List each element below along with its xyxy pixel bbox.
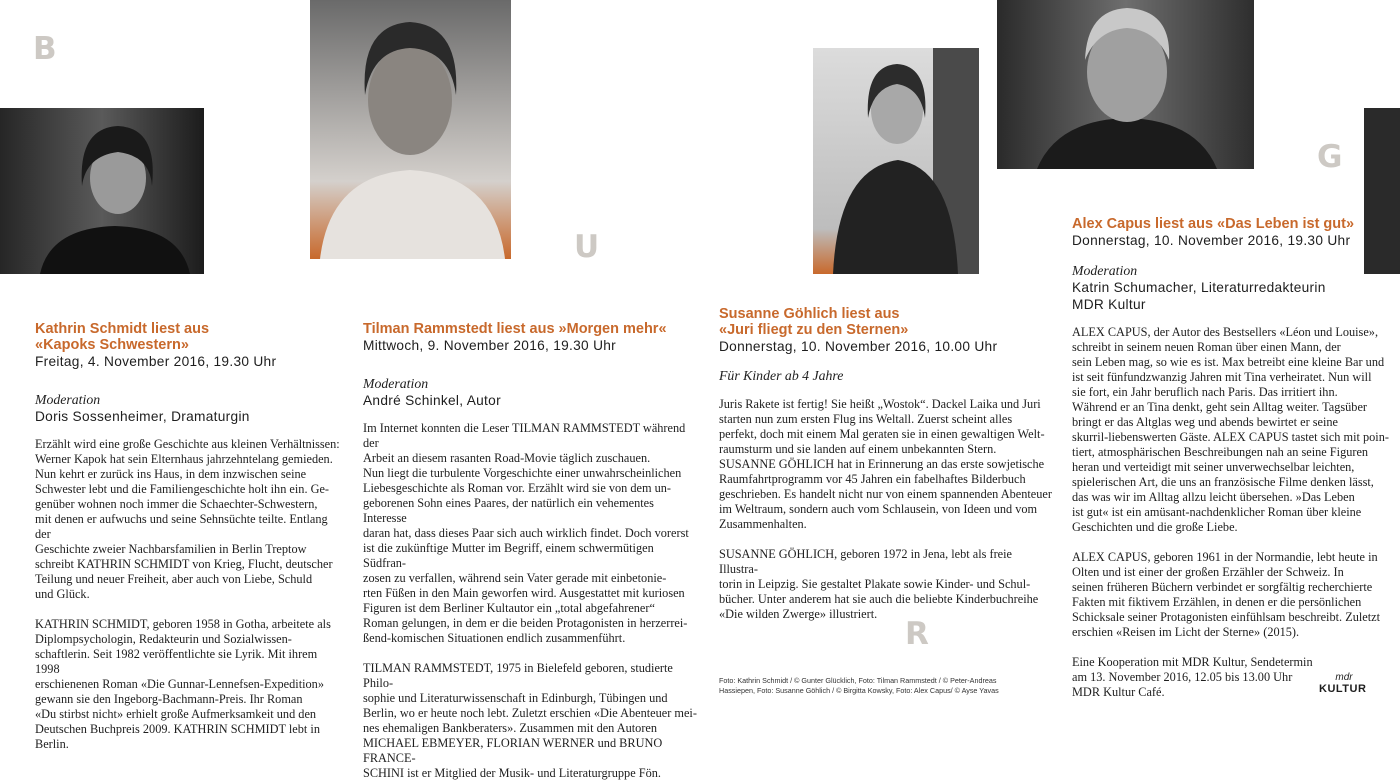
event-date: Donnerstag, 10. November 2016, 19.30 Uhr [1072,233,1351,248]
text-line: Diplompsychologin, Redakteurin und Sozialwissen- [35,632,292,646]
text-line: Roman gelungen, in dem er die beiden Protagonisten in herzerrei- [363,616,688,630]
text-line: spielerischen Art, die uns an französische Filme denken lässt, [1072,475,1374,489]
text-line: bücher. Unter anderem hat sie auch die beliebte Kinderbuchreihe [719,592,1039,606]
text-line: am 13. November 2016, 12.05 bis 13.00 Uhr [1072,670,1293,684]
credit-line: Foto: Kathrin Schmidt / © Gunter Glücklich, Foto: Tilman Rammstedt / © Peter-Andreas [719,676,997,685]
text-line: SUSANNE GÖHLICH, geboren 1972 in Jena, lebt als freie Illustra- [719,547,1013,576]
text-line: Deutschen Buchpreis 2009. KATHRIN SCHMIDT lebt in Berlin. [35,722,320,751]
photo-kathrin-schmidt [0,108,204,274]
text-line: Im Internet konnten die Leser TILMAN RAMMSTEDT während der [363,421,686,450]
text-line: TILMAN RAMMSTEDT, 1975 in Bielefeld geboren, studierte Philo- [363,661,673,690]
text-line: gewann sie den Ingeborg-Bachmann-Preis. Ihr Roman [35,692,303,706]
text-line: «Die wilden Zwerge» illustriert. [719,607,878,621]
biography [35,617,340,752]
decorative-letter-b: B [33,31,57,67]
text-line: tiert, atmosphärischen Beschreibungen nah an seine Figuren [1072,445,1369,459]
biography [363,661,698,781]
photo-tilman-rammstedt [310,0,511,259]
text-line: rten Füßen in den Main geworfen wird. Ausgestattet mit kuriosen [363,586,685,600]
moderator: Katrin Schumacher, Literaturredakteurin [1072,280,1326,295]
text-line: Eine Kooperation mit MDR Kultur, Sendetermin [1072,655,1313,669]
text-line: ist seit fünfundzwanzig Jahren mit Tina verheiratet. Nun will [1072,370,1372,384]
text-line: Schicksale seiner Protagonisten einfühlsam beschreibt. Zuletzt [1072,610,1381,624]
text-line: genüber wohnen noch immer die Schaechter-Schwestern, [35,497,318,511]
text-line: das was wir im Alltag allzu leicht übersehen. »Das Leben [1072,490,1355,504]
text-line: schreibt in seinem neuen Roman über einen Mann, der [1072,340,1341,354]
event-title: «Juri fliegt zu den Sternen» [719,322,909,338]
text-line: Berlin, wo er heute noch lebt. Zuletzt erschien «Die Abenteuer mei- [363,706,697,720]
text-line: ßend-komischen Situationen endlich zusammenführt. [363,631,626,645]
text-line: Arbeit an diesem rasanten Road-Movie täglich zuschauen. [363,451,651,465]
description [363,421,698,646]
text-line: sein Leben mag, so wie es ist. Max betreibt eine kleine Bar und [1072,355,1385,369]
text-line: sie fort, ein Jahr beruflich nach Paris. Das irritiert ihn. [1072,385,1338,399]
text-line: zosen zu verfallen, während sein Vater gerade mit einbetonie- [363,571,667,585]
text-line: heran und verteidigt mit seiner unverwechselbar leichten, [1072,460,1355,474]
biography [1072,550,1390,640]
text-line: ist gut« ist ein amüsant-nachdenklicher Roman über kleine [1072,505,1362,519]
text-line: perfekt, doch mit einem Mal geraten sie in einen gewaltigen Welt- [719,427,1045,441]
event-alex-capus [1072,216,1390,700]
event-date: Mittwoch, 9. November 2016, 19.30 Uhr [363,338,617,353]
description [1072,325,1390,535]
text-line: Geschichten und die große Liebe. [1072,520,1238,534]
text-line: Schwester lebt und die Familiengeschichte holt ihn ein. Ge- [35,482,330,496]
description [719,397,1054,532]
text-line: SUSANNE GÖHLICH hat in Erinnerung an das erste sowjetische [719,457,1045,471]
text-line: ALEX CAPUS, der Autor des Bestsellers «Léon und Louise», [1072,325,1379,339]
text-line: mit denen er aufwuchs und seine Sehnsüchte teilte. Entlang der [35,512,328,541]
text-line: und Glück. [35,587,90,601]
text-line: Nun liegt die turbulente Vorgeschichte einer unwahrscheinlichen [363,466,682,480]
moderator: Doris Sossenheimer, Dramaturgin [35,409,250,424]
text-line: raumsturm und sie landen auf einem unbekannten Stern. [719,442,997,456]
moderation-label: Moderation [35,392,101,407]
decorative-letter-r: R [905,616,929,652]
text-line: Nun kehrt er zurück ins Haus, in dem inzwischen seine [35,467,307,481]
event-title: Kathrin Schmidt liest aus [35,321,210,337]
text-line: ist die zukünftige Mutter im Begriff, einem schwermütigen Südfran- [363,541,654,570]
event-title: Tilman Rammstedt liest aus »Morgen mehr« [363,321,667,337]
text-line: sophie und Literaturwissenschaft in Edinburgh, Tübingen und [363,691,668,705]
text-line: Teilung und neuer Freiheit, aber auch von Liebe, Schuld [35,572,313,586]
text-line: KATHRIN SCHMIDT, geboren 1958 in Gotha, arbeitete als [35,617,331,631]
text-line: starten nun zum ersten Flug ins Weltall. Zuerst scheint alles [719,412,1013,426]
decorative-letter-u: U [574,229,600,265]
event-date: Donnerstag, 10. November 2016, 10.00 Uhr [719,339,998,354]
description [35,437,340,602]
event-susanne-goehlich [719,306,1054,622]
credit-line: Hassiepen, Foto: Susanne Göhlich / © Birgitta Kowsky, Foto: Alex Capus/ © Ayse Yavas [719,686,999,695]
text-line: Olten und ist einer der großen Erzähler der Schweiz. In [1072,565,1344,579]
text-line: «Du stirbst nicht» erhielt große Aufmerksamkeit und den [35,707,317,721]
event-title: Alex Capus liest aus «Das Leben ist gut» [1072,216,1355,232]
text-line: seinen früheren Büchern verbindet er sorgfältig recherchierte [1072,580,1373,594]
photo-alex-capus [997,0,1254,169]
text-line: Raumfahrtprogramm vor 45 Jahren ein fabelhaftes Bilderbuch [719,472,1026,486]
text-line: Juris Rakete ist fertig! Sie heißt „Wostok“. Dackel Laika und Juri [719,397,1041,411]
text-line: schreibt KATHRIN SCHMIDT von Krieg, Flucht, deutscher [35,557,333,571]
text-line: geschrieben. Es handelt nicht nur von einem spannenden Abenteuer [719,487,1052,501]
mdr-kultur-logo [1319,673,1369,695]
text-line: MICHAEL EBMEYER, FLORIAN WERNER und BRUNO FRANCE- [363,736,663,765]
text-line: skurril-liebenswerten Gäste. ALEX CAPUS tastet sich mit poin- [1072,430,1389,444]
text-line: nes ehemaligen Bankberaters». Zusammen mit den Autoren [363,721,658,735]
text-line: daran hat, dass dieses Paar sich auch wirklich findet. Doch vorerst [363,526,689,540]
text-line: Werner Kapok hat sein Elternhaus jahrzehntelang gemieden. [35,452,333,466]
event-title: Susanne Göhlich liest aus [719,306,900,322]
text-line: erschienenen Roman «Die Gunnar-Lennefsen-Expedition» [35,677,324,691]
text-line: torin in Leipzig. Sie gestaltet Plakate sowie Kinder- und Schul- [719,577,1031,591]
event-date: Freitag, 4. November 2016, 19.30 Uhr [35,354,277,369]
moderator-affiliation: MDR Kultur [1072,297,1146,312]
moderator: André Schinkel, Autor [363,393,501,408]
logo-mdr: mdr [1335,672,1353,683]
text-line: Fakten mit fiktivem Erzählen, in denen er die persönlichen [1072,595,1362,609]
text-line: Zusammenhalten. [719,517,807,531]
text-line: Geschichte zweier Nachbarsfamilien in Berlin Treptow [35,542,307,556]
text-line: MDR Kultur Café. [1072,685,1165,699]
event-tilman-rammstedt [363,321,698,781]
text-line: SCHINI ist er Mitglied der Musik- und Literaturgruppe Fön. [363,766,661,780]
photo-susanne-goehlich [813,48,979,274]
text-line: im Weltraum, sondern auch vom Schlausein, von Ideen und vom [719,502,1038,516]
moderation-label: Moderation [1072,263,1138,278]
text-line: schaftlerin. Seit 1982 veröffentlichte sie Lyrik. Mit ihrem 1998 [35,647,318,676]
text-line: Figuren ist dem Berliner Kultautor ein „total abgefahrener“ [363,601,655,615]
text-line: Erzählt wird eine große Geschichte aus kleinen Verhältnissen: [35,437,340,451]
text-line: geborenen Sohn eines Paares, der natürlich ein vehementes Interesse [363,496,654,525]
text-line: Liebesgeschichte als Roman vor. Erzählt wird sie von dem un- [363,481,672,495]
photo-credits [719,676,1059,696]
logo-kultur: KULTUR [1319,683,1367,695]
moderation-label: Moderation [363,376,429,391]
audience-note: Für Kinder ab 4 Jahre [719,368,844,383]
decorative-letter-g: G [1317,139,1343,175]
text-line: Während er an Tina denkt, geht sein Alltag weiter. Tagsüber [1072,400,1367,414]
text-line: ALEX CAPUS, geboren 1961 in der Normandie, lebt heute in [1072,550,1378,564]
biography [719,547,1054,622]
event-kathrin-schmidt [35,321,340,752]
text-line: bringt er das Altglas weg und abends bewirtet er seine [1072,415,1339,429]
text-line: erschien «Reisen im Licht der Sterne» (2015). [1072,625,1300,639]
event-title: «Kapoks Schwestern» [35,337,189,353]
